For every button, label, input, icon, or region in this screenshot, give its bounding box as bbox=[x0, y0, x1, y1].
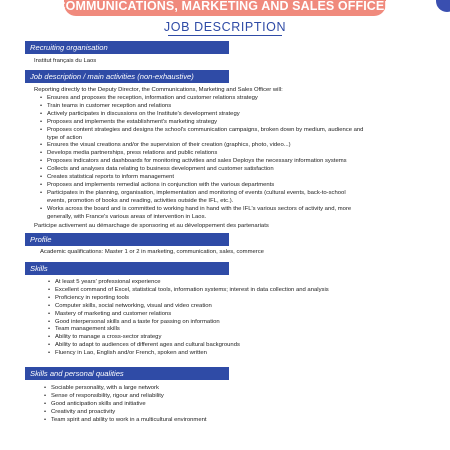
list-item: • Fluency in Lao, English and/or French, spoken and written bbox=[48, 350, 378, 358]
list-item: • Creativity and proactivity bbox=[44, 409, 364, 417]
job-description-closing: Participe activement au démarchage de sponsoring et au développement des partenariats bbox=[34, 223, 269, 229]
list-item: • Proposes and implements the establishment's marketing strategy bbox=[40, 119, 365, 127]
list-item: • Actively participates in discussions on the Institute's development strategy bbox=[40, 111, 365, 119]
list-item: • At least 5 years' professional experience bbox=[48, 279, 378, 287]
list-item: • Proficiency in reporting tools bbox=[48, 295, 378, 303]
section-heading-recruiting: Recruiting organisation bbox=[25, 41, 229, 54]
section-heading-skills: Skills bbox=[25, 262, 229, 275]
title-underline bbox=[168, 35, 282, 36]
corner-decoration bbox=[436, 0, 450, 12]
list-item: • Sociable personality, with a large network bbox=[44, 385, 364, 393]
list-item: • Team management skills bbox=[48, 326, 378, 334]
list-item: • Good interpersonal skills and a taste for passing on information bbox=[48, 319, 378, 327]
list-item: • Proposes and implements remedial actions in conjunction with the various departments bbox=[40, 182, 365, 190]
list-item: • Computer skills, social networking, visual and video creation bbox=[48, 303, 378, 311]
page-title: JOB DESCRIPTION bbox=[163, 20, 287, 34]
list-item: • Sense of responsibility, rigour and reliability bbox=[44, 393, 364, 401]
recruiting-organisation-value: Institut français du Laos bbox=[34, 58, 97, 64]
job-description-intro: Reporting directly to the Deputy Director, the Communications, Marketing and Sales Officer will: bbox=[34, 87, 283, 93]
section-heading-profile: Profile bbox=[25, 233, 229, 246]
list-item: • Proposes content strategies and designs the school's communication campaigns, broken down by medium, audience and type of action bbox=[40, 127, 365, 143]
title-banner bbox=[56, 0, 394, 16]
list-item: • Ensures and proposes the reception, information and customer relations strategy bbox=[40, 95, 365, 103]
list-item: • Proposes indicators and dashboards for monitoring activities and sales Deploys the necessary information systems bbox=[40, 158, 365, 166]
section-heading-job-description: Job description / main activities (non-exhaustive) bbox=[25, 70, 229, 83]
list-item: • Creates statistical reports to inform management bbox=[40, 174, 365, 182]
list-item: • Ability to adapt to audiences of different ages and cultural backgrounds bbox=[48, 342, 378, 350]
list-item: • Ability to manage a cross-sector strategy bbox=[48, 334, 378, 342]
list-item: • Good anticipation skills and initiative bbox=[44, 401, 364, 409]
list-item: • Mastery of marketing and customer relations bbox=[48, 311, 378, 319]
profile-text: Academic qualifications: Master 1 or 2 in marketing, communication, sales, commerce bbox=[40, 249, 264, 255]
list-item: • Excellent command of Excel, statistical tools, information systems; interest in data collection and analysis bbox=[48, 287, 378, 295]
list-item: • Team spirit and ability to work in a multicultural environment bbox=[44, 417, 364, 425]
banner-title: COMMUNICATIONS, MARKETING AND SALES OFFICER bbox=[56, 0, 394, 13]
list-item: • Participates in the planning, organisation, implementation and monitoring of events (cultural events, back-to-school events, promotion of books and reading, activities outside the IFL, etc.). bbox=[40, 190, 365, 206]
list-item: • Ensures the visual creations and/or the supervision of their creation (graphics, photo, video...) bbox=[40, 142, 365, 150]
section-heading-qualities: Skills and personal qualities bbox=[25, 367, 229, 380]
list-item: • Collects and analyses data relating to business development and customer satisfaction bbox=[40, 166, 365, 174]
list-item: • Develops media partnerships, press relations and public relations bbox=[40, 150, 365, 158]
job-description-list bbox=[40, 95, 365, 222]
list-item: • Train teams in customer reception and relations bbox=[40, 103, 365, 111]
skills-list bbox=[48, 279, 378, 358]
qualities-list bbox=[44, 385, 364, 425]
list-item: • Works across the board and is committed to working hand in hand with the IFL's various sectors of activity and, more generally, with France's various areas of intervention in Laos. bbox=[40, 206, 365, 222]
